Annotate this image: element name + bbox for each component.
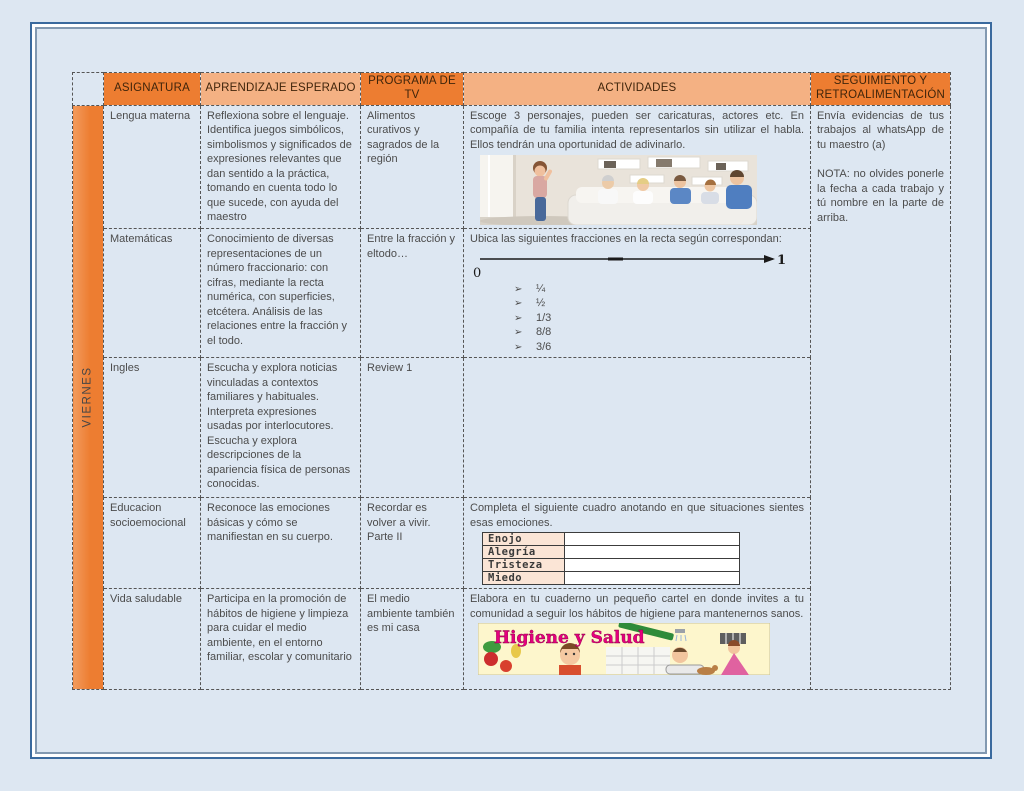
seguimiento-nota: NOTA: no olvides ponerle la fecha a cada trabajo y tú nombre en la parte de arriba. xyxy=(817,168,944,224)
emotions-table xyxy=(482,532,740,585)
fractions-list xyxy=(514,282,804,355)
fraction-item: ➢ 8/8 xyxy=(514,326,552,339)
fraction-item: ➢ ¼ xyxy=(514,282,546,295)
programa-ingles: Review 1 xyxy=(361,358,464,498)
aprendizaje-vida-saludable: Participa en la promoción de hábitos de higiene y limpieza para cuidar el medio ambiente, en el entorno familiar, escolar y comunitario xyxy=(201,589,361,690)
fraction-item: ➢ 3/6 xyxy=(514,340,552,353)
seguimiento-cell xyxy=(811,105,951,690)
emotion-label: Miedo xyxy=(483,572,565,585)
actividad-socioemocional-text: Completa el siguiente cuadro anotando en que situaciones sientes esas emociones. xyxy=(470,502,804,529)
col-header-seguimiento: SEGUIMIENTO Y RETROALIMENTACIÓN xyxy=(811,73,951,106)
number-line-start-label: 0 xyxy=(473,265,482,281)
actividad-ingles-empty xyxy=(464,358,811,498)
actividad-lengua-materna-text: Escoge 3 personajes, pueden ser caricaturas, actores etc. En compañía de tu familia intenta representarlos sin utilizar el habla. Ellos tendrán una oportunidad de adivinarlo. xyxy=(470,109,804,151)
arrow-bullet-icon: ➢ xyxy=(514,312,523,324)
number-line-end-label: 1 xyxy=(777,252,787,268)
aprendizaje-lengua-materna: Reflexiona sobre el lenguaje. Identifica juegos simbólicos, simbolismos y significados de expresiones relevantes que dan sentido a la práctica, tomando en cuenta todo lo que sucede, con ayuda del maestro xyxy=(201,105,361,229)
higiene-salud-title: Higiene y Salud xyxy=(494,628,645,649)
asignatura-lengua-materna: Lengua materna xyxy=(104,105,201,229)
emotion-label: Tristeza xyxy=(483,559,565,572)
aprendizaje-socioemocional: Reconoce las emociones básicas y cómo se manifiestan en su cuerpo. xyxy=(201,498,361,589)
emotion-row xyxy=(483,546,740,559)
emotion-row xyxy=(483,559,740,572)
emotion-row xyxy=(483,572,740,585)
actividad-lengua-materna xyxy=(464,105,811,229)
asignatura-ingles: Ingles xyxy=(104,358,201,498)
actividad-socioemocional xyxy=(464,498,811,589)
emotion-label: Enojo xyxy=(483,533,565,546)
weekly-plan-table xyxy=(72,72,951,690)
emotion-answer-cell xyxy=(565,546,740,559)
aprendizaje-ingles: Escucha y explora noticias vinculadas a contextos familiares y habituales. Interpreta expresiones usadas por interlocutores. Escucha y explora descripciones de la apariencia física de personas conocidas. xyxy=(201,358,361,498)
day-label: VIERNES xyxy=(81,366,94,428)
number-line xyxy=(472,250,798,281)
programa-lengua-materna: Alimentos curativos y sagrados de la región xyxy=(361,105,464,229)
day-cell xyxy=(73,105,104,690)
higiene-salud-illustration xyxy=(478,623,770,675)
col-header-aprendizaje: APRENDIZAJE ESPERADO xyxy=(201,73,361,106)
arrow-bullet-icon: ➢ xyxy=(514,341,523,353)
arrow-bullet-icon: ➢ xyxy=(514,283,523,295)
asignatura-socioemocional: Educacion socioemocional xyxy=(104,498,201,589)
programa-matematicas: Entre la fracción y eltodo… xyxy=(361,229,464,358)
col-header-actividades: ACTIVIDADES xyxy=(464,73,811,106)
fraction-item: ➢ ½ xyxy=(514,297,546,310)
fraction-item: ➢ 1/3 xyxy=(514,311,552,324)
header-row xyxy=(73,73,951,106)
emotion-answer-cell xyxy=(565,572,740,585)
emotion-answer-cell xyxy=(565,559,740,572)
asignatura-vida-saludable: Vida saludable xyxy=(104,589,201,690)
emotion-answer-cell xyxy=(565,533,740,546)
programa-vida-saludable: El medio ambiente también es mi casa xyxy=(361,589,464,690)
emotion-row xyxy=(483,533,740,546)
arrow-bullet-icon: ➢ xyxy=(514,327,523,339)
actividad-vida-saludable-text: Elabora en tu cuaderno un pequeño cartel en donde invites a tu comunidad a seguir los hábitos de higiene para mantenernos sanos. xyxy=(470,593,804,620)
row-lengua-materna xyxy=(73,105,951,229)
col-header-asignatura: ASIGNATURA xyxy=(104,73,201,106)
actividad-vida-saludable xyxy=(464,589,811,690)
emotion-label: Alegría xyxy=(483,546,565,559)
col-header-programa: PROGRAMA DE TV xyxy=(361,73,464,106)
actividad-matematicas-text: Ubica las siguientes fracciones en la recta según correspondan: xyxy=(470,233,782,246)
asignatura-matematicas: Matemáticas xyxy=(104,229,201,358)
corner-cell xyxy=(73,73,104,106)
arrow-bullet-icon: ➢ xyxy=(514,298,523,310)
seguimiento-text: Envía evidencias de tus trabajos al whatsApp de tu maestro (a) xyxy=(817,109,944,151)
programa-socioemocional: Recordar es volver a vivir. Parte II xyxy=(361,498,464,589)
family-charades-photo xyxy=(480,155,757,225)
aprendizaje-matematicas: Conocimiento de diversas representaciones de un número fraccionario: con cifras, mediante la recta numérica, con superficies, etcétera. Análisis de las relaciones entre la fracción y el todo. xyxy=(201,229,361,358)
actividad-matematicas xyxy=(464,229,811,358)
